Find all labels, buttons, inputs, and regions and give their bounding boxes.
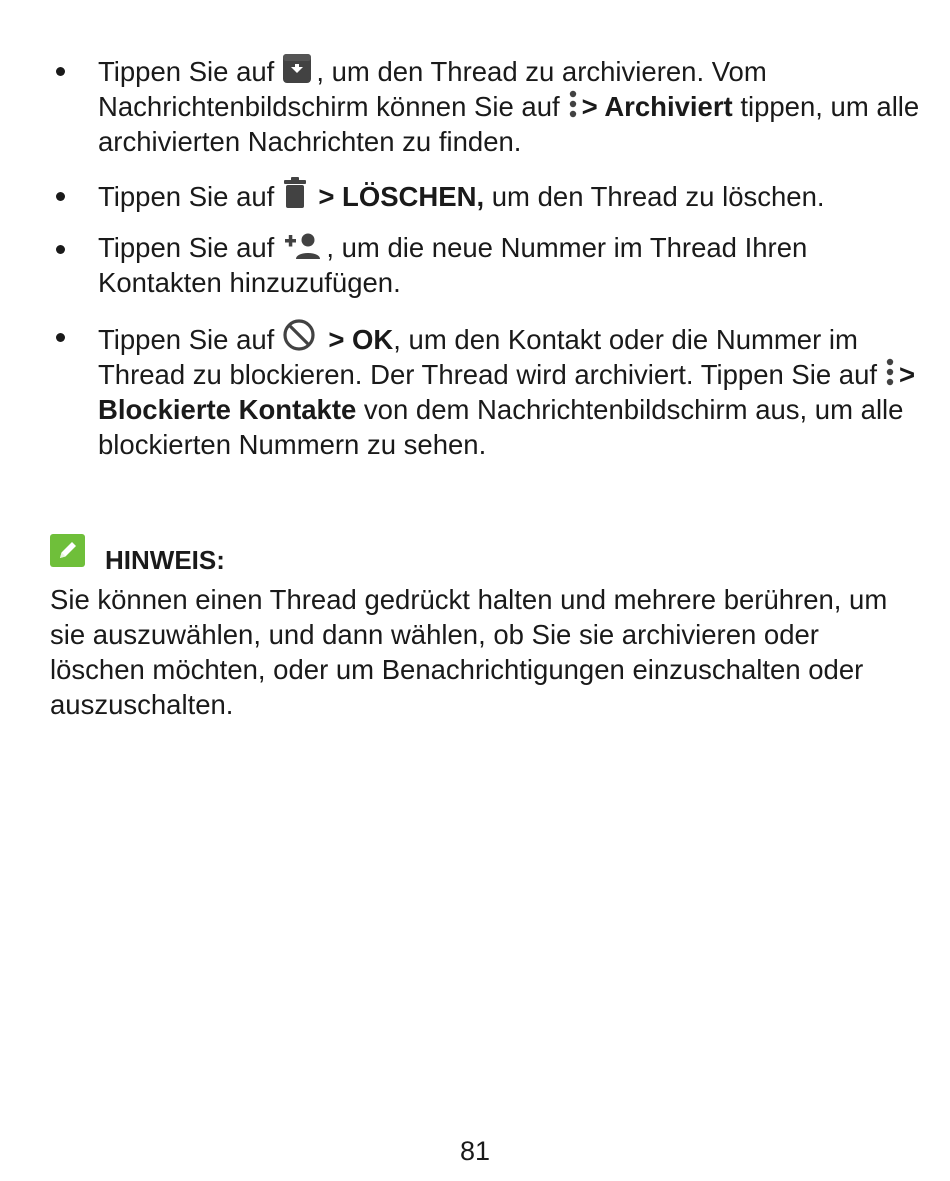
menu-path: > Archiviert	[581, 91, 733, 122]
add-contact-icon	[282, 232, 322, 260]
menu-path: > Blockierte Kontakte	[98, 359, 916, 425]
instruction-list	[50, 52, 920, 462]
list-item-archive	[50, 52, 920, 159]
note-header	[50, 530, 225, 575]
item-text: um den Thread zu löschen.	[484, 181, 825, 212]
block-icon	[282, 318, 316, 352]
item-text: von dem Nachrichtenbildschirm aus, um alle blockierten Nummern zu sehen.	[98, 394, 904, 460]
menu-path: > OK	[328, 324, 394, 355]
pencil-icon	[50, 534, 85, 567]
item-text: Tippen Sie auf	[98, 181, 275, 212]
note-text: Sie können einen Thread gedrückt halten und mehrere berühren, um sie auszuwählen, und dann wählen, ob Sie sie archivieren oder löschen möchten, oder um Benachrichtigungen einzuschalten oder auszuschalten.	[50, 584, 888, 720]
item-text: , um den Kontakt oder die Nummer im Thread zu blockieren. Der Thread wird archiviert. Tippen Sie auf	[98, 324, 878, 390]
delete-icon	[282, 177, 308, 209]
page-number: 81	[459, 1136, 491, 1166]
item-text: , um den Thread zu archivieren. Vom Nachrichtenbildschirm können Sie auf	[98, 56, 767, 122]
note-title: HINWEIS:	[105, 544, 225, 575]
item-text: , um die neue Nummer im Thread Ihren Kontakten hinzuzufügen.	[98, 232, 808, 298]
more-vert-icon	[568, 89, 578, 119]
item-text: tippen, um alle archivierten Nachrichten zu finden.	[98, 91, 920, 157]
item-text: Tippen Sie auf	[98, 324, 275, 355]
list-item-delete	[50, 177, 920, 214]
item-text: Tippen Sie auf	[98, 232, 275, 263]
more-vert-icon	[885, 357, 895, 387]
archive-icon	[282, 52, 312, 84]
item-text: Tippen Sie auf	[98, 56, 275, 87]
list-item-block	[50, 318, 920, 462]
menu-path: > LÖSCHEN,	[318, 181, 485, 212]
list-item-add-contact	[50, 230, 920, 300]
